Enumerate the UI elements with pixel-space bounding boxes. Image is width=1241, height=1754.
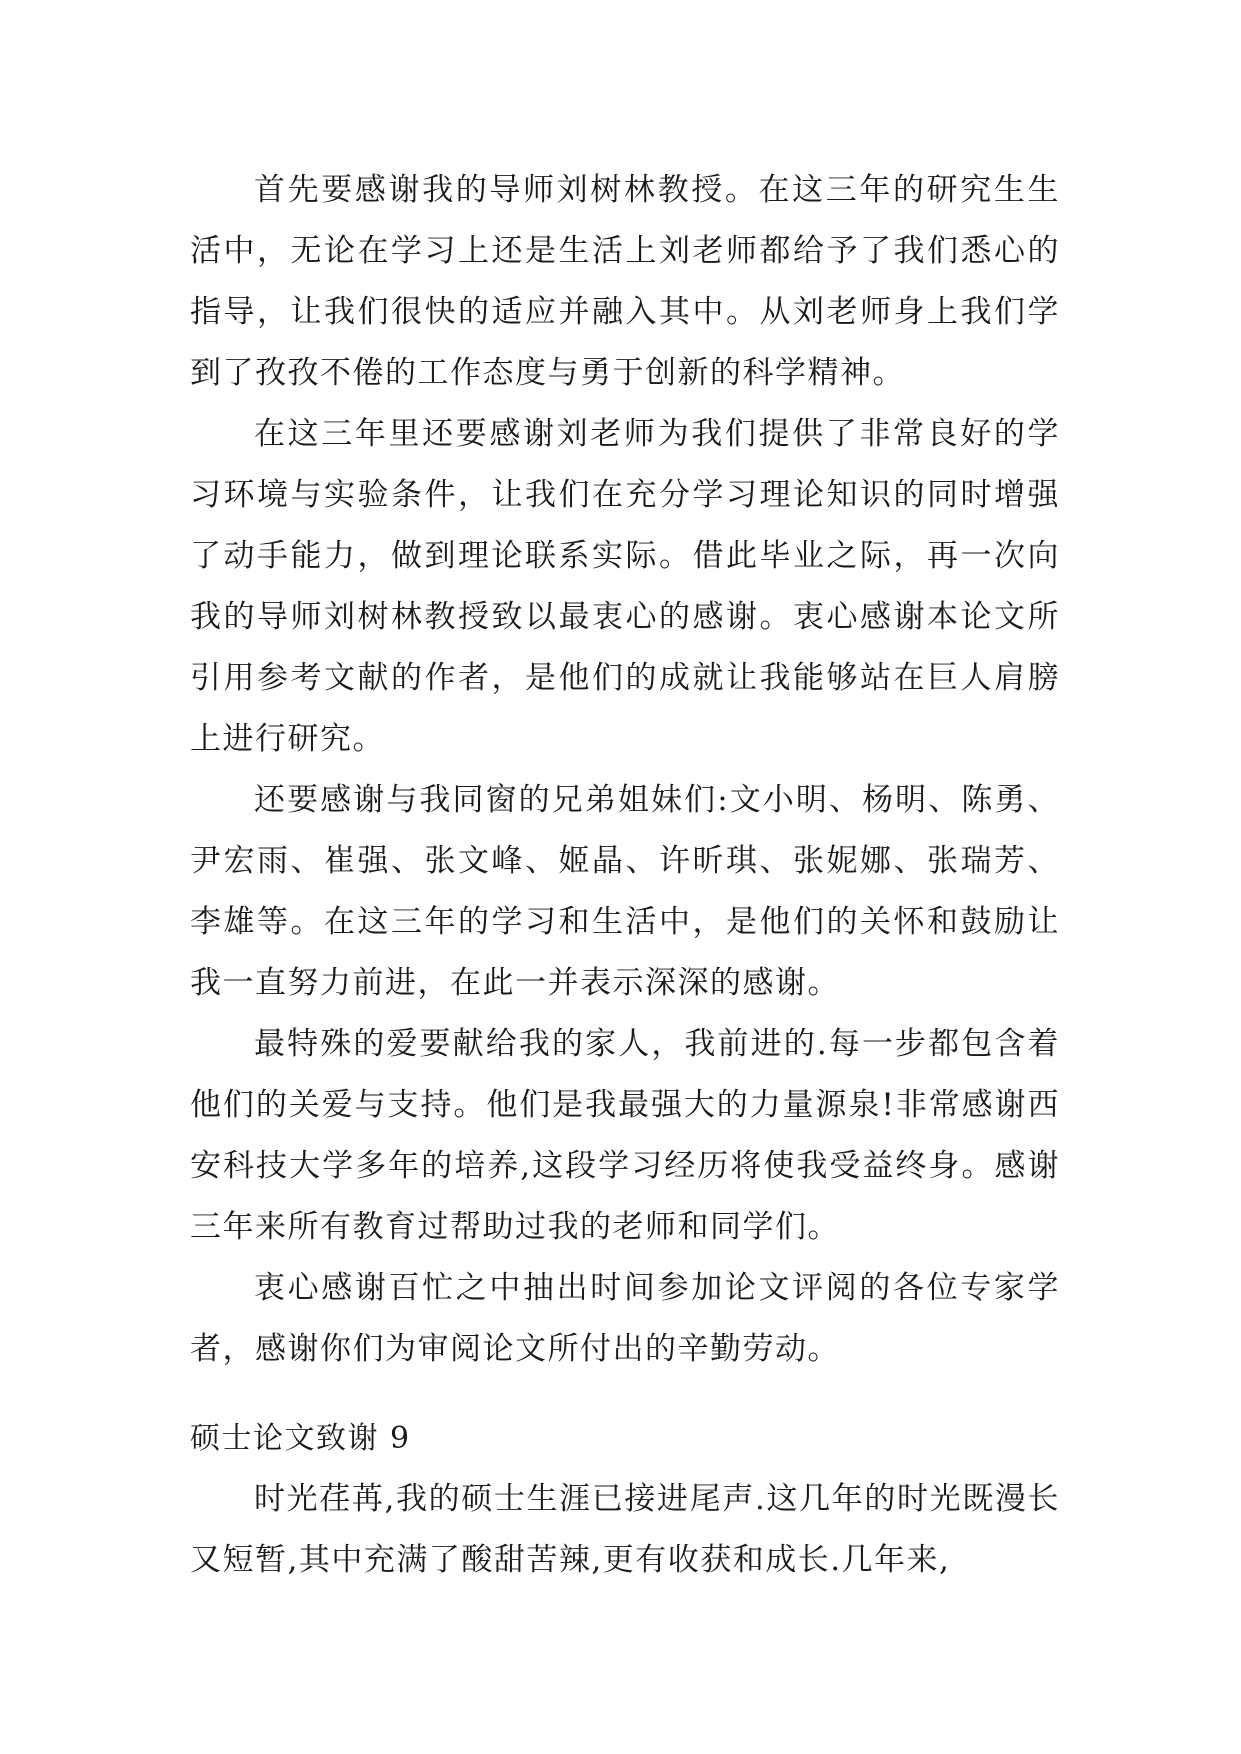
section-gap	[190, 1380, 1060, 1408]
paragraph-reviewers-thanks: 衷心感谢百忙之中抽出时间参加论文评阅的各位专家学者，感谢你们为审阅论文所付出的辛勤劳动。	[190, 1270, 1060, 1367]
section-heading: 硕士论文致谢 9	[190, 1421, 411, 1456]
paragraph-classmates-thanks: 还要感谢与我同窗的兄弟姐妹们:文小明、杨明、陈勇、尹宏雨、崔强、张文峰、姬晶、许昕琪、张妮娜、张瑞芳、李雄等。在这三年的学习和生活中，是他们的关怀和鼓励让我一直努力前进，在此一并表示深深的感谢。	[190, 782, 1060, 1001]
paragraph-advisor-thanks: 首先要感谢我的导师刘树林教授。在这三年的研究生生活中，无论在学习上还是生活上刘老师都给予了我们悉心的指导，让我们很快的适应并融入其中。从刘老师身上我们学到了孜孜不倦的工作态度与勇于创新的科学精神。	[190, 172, 1060, 391]
document-body	[190, 160, 1060, 1591]
paragraph-environment-thanks: 在这三年里还要感谢刘老师为我们提供了非常良好的学习环境与实验条件，让我们在充分学习理论知识的同时增强了动手能力，做到理论联系实际。借此毕业之际，再一次向我的导师刘树林教授致以最衷心的感谢。衷心感谢本论文所引用参考文献的作者，是他们的成就让我能够站在巨人肩膀上进行研究。	[190, 416, 1060, 757]
paragraph-family-thanks: 最特殊的爱要献给我的家人，我前进的.每一步都包含着他们的关爱与支持。他们是我最强大的力量源泉!非常感谢西安科技大学多年的培养,这段学习经历将使我受益终身。感谢三年来所有教育过帮助过我的老师和同学们。	[190, 1026, 1060, 1245]
paragraph-time-passes: 时光荏苒,我的硕士生涯已接进尾声.这几年的时光既漫长又短暂,其中充满了酸甜苦辣,更有收获和成长.几年来,	[190, 1481, 1060, 1578]
